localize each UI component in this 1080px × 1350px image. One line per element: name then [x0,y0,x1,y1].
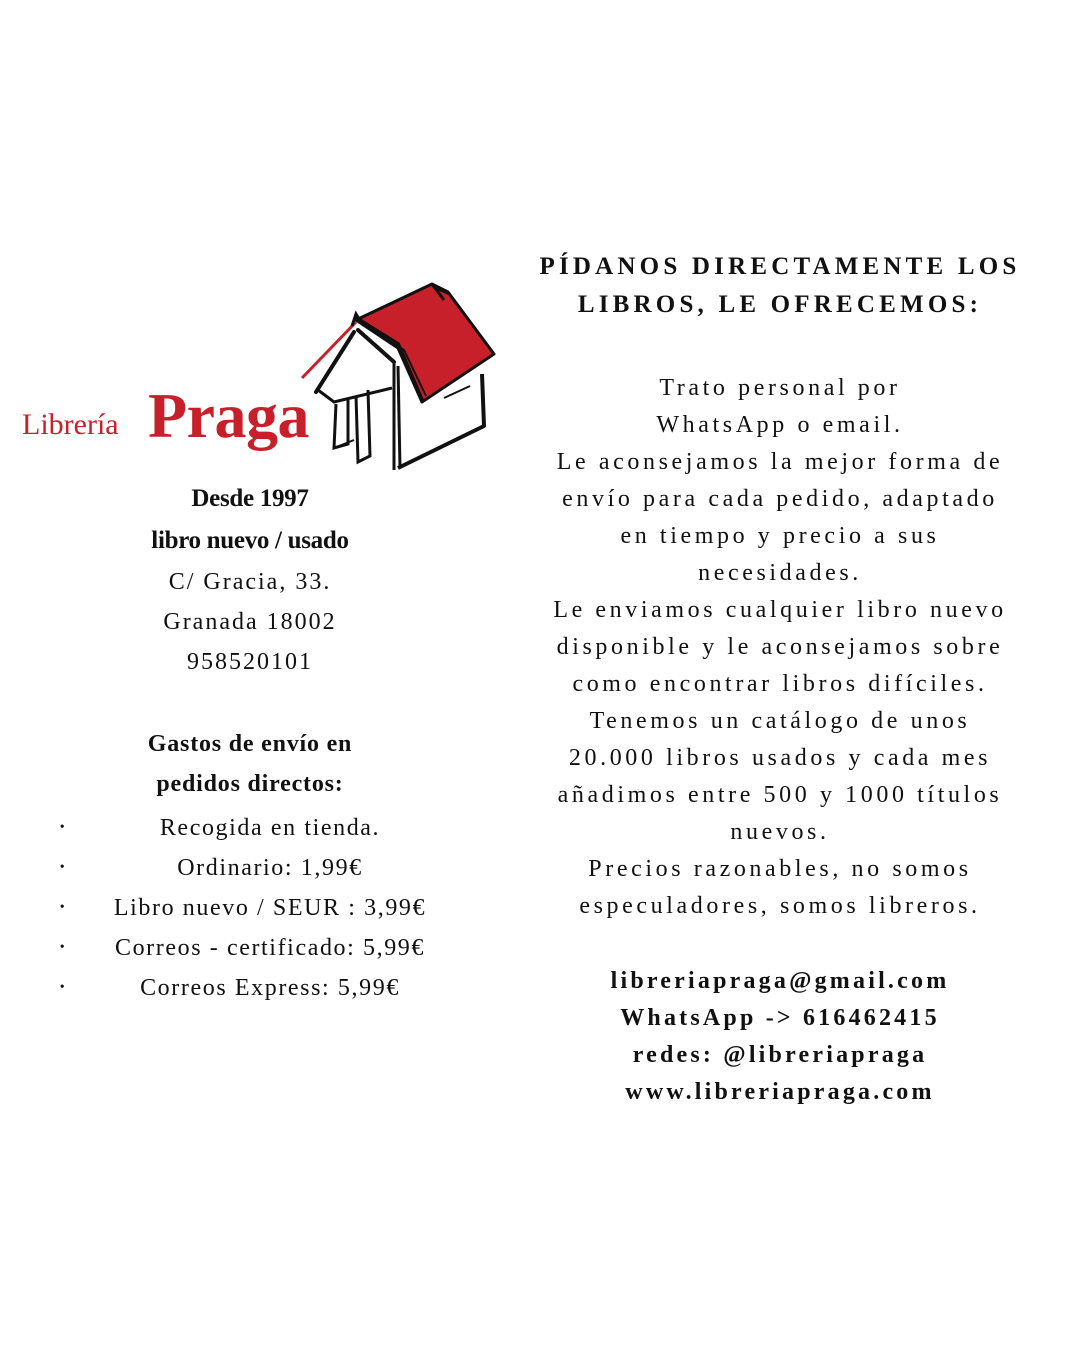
contact-website[interactable]: www.libreriapraga.com [625,1079,935,1105]
shipping-option: Libro nuevo / SEUR : 3,99€ [113,895,427,921]
offer-line: Le aconsejamos la mejor forma de [556,449,1004,475]
list-item [20,928,480,968]
house-icon [294,278,498,478]
logo-word-libreria: Librería [22,408,119,441]
shipping-title-line2: pedidos directos: [156,771,344,797]
store-phone: 958520101 [187,649,313,675]
store-address: C/ Gracia, 33. [168,569,332,595]
store-type: libro nuevo / usado [151,527,349,554]
offer-line: Trato personal por [659,375,901,401]
offer-line: Le enviamos cualquier libro nuevo [553,597,1007,623]
store-city: Granada 18002 [163,609,337,635]
list-item [20,848,480,888]
offer-line: Tenemos un catálogo de unos [589,708,971,734]
list-item [20,808,480,848]
shipping-section [20,724,480,1008]
shipping-option: Recogida en tienda. [159,815,381,841]
shipping-option: Correos Express: 5,99€ [140,975,400,1001]
contact-block [510,963,1050,1111]
shipping-option: Ordinario: 1,99€ [177,855,363,881]
offer-heading-line1: PÍDANOS DIRECTAMENTE LOS [539,253,1021,280]
offer-line: envío para cada pedido, adaptado [562,486,998,512]
shipping-title-line1: Gastos de envío en [147,731,353,757]
offer-line: añadimos entre 500 y 1000 títulos [557,782,1003,808]
shipping-option: Correos - certificado: 5,99€ [114,935,426,961]
shipping-list [20,808,480,1008]
bullet-icon: • [59,860,67,875]
offer-line: como encontrar libros difíciles. [572,671,988,697]
store-logo [18,278,498,478]
offer-line: nuevos. [730,819,830,845]
offer-line: especuladores, somos libreros. [579,893,981,919]
bullet-icon: • [59,980,67,995]
offer-line: 20.000 libros usados y cada mes [568,745,992,771]
contact-whatsapp[interactable]: WhatsApp -> 616462415 [620,1005,940,1031]
contact-social[interactable]: redes: @libreriapraga [632,1042,928,1068]
bullet-icon: • [59,940,67,955]
offer-line: necesidades. [698,560,862,586]
store-info [20,478,480,682]
offer-line: WhatsApp o email. [656,412,904,438]
list-item [20,968,480,1008]
bullet-icon: • [59,820,67,835]
contact-email[interactable]: libreriapraga@gmail.com [610,968,950,994]
list-item [20,888,480,928]
offer-body [510,370,1050,925]
offer-line: en tiempo y precio a sus [620,523,940,549]
logo-word-praga: Praga [148,380,309,451]
offer-section [510,248,1050,1111]
offer-heading-line2: LIBROS, LE OFRECEMOS: [577,291,983,318]
bullet-icon: • [59,900,67,915]
offer-line: disponible y le aconsejamos sobre [556,634,1004,660]
store-since: Desde 1997 [191,485,309,512]
offer-line: Precios razonables, no somos [588,856,972,882]
